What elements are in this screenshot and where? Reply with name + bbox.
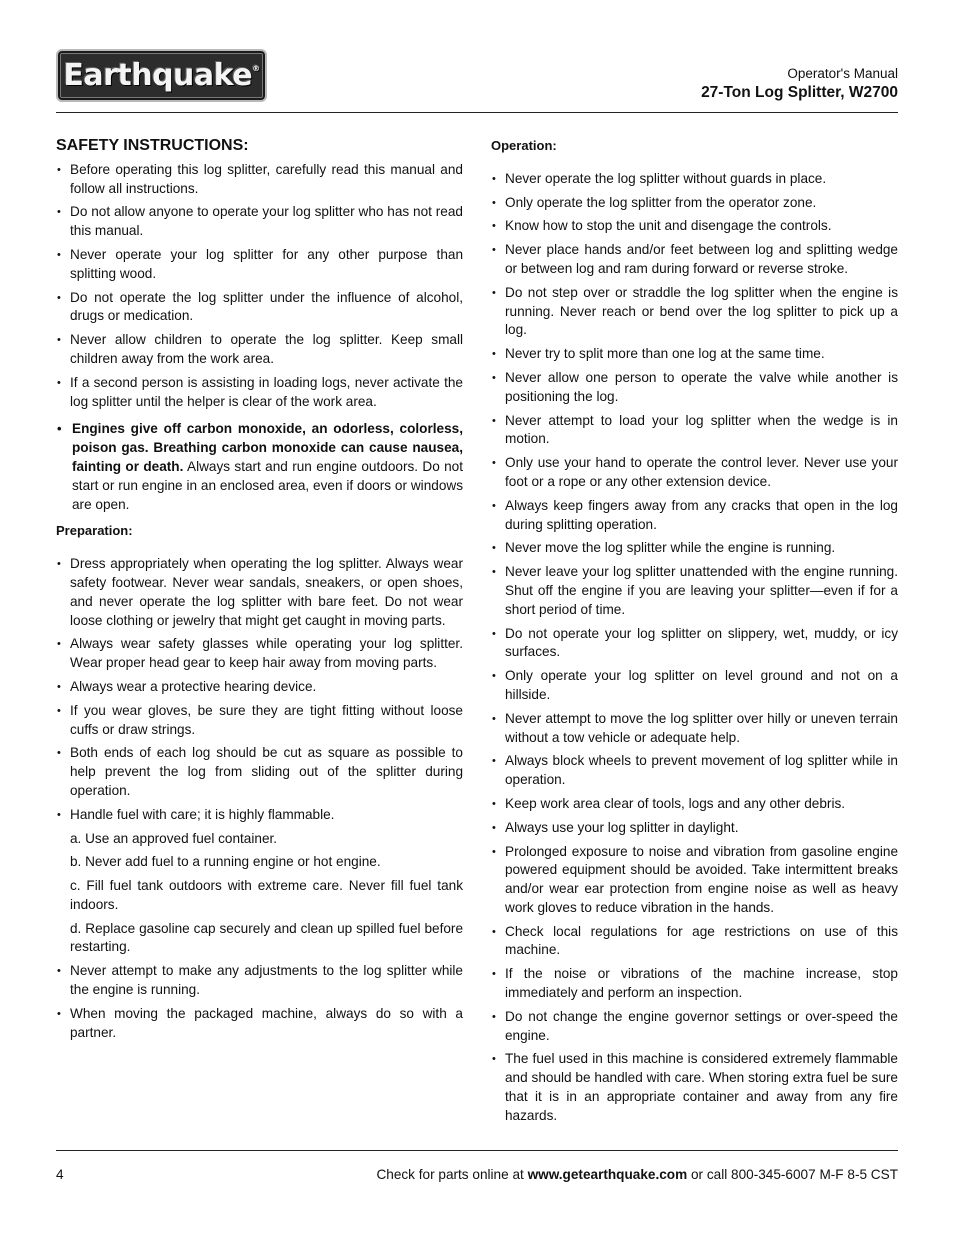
list-item: • Never move the log splitter while the engine is running.	[491, 539, 898, 558]
fuel-subitem: c. Fill fuel tank outdoors with extreme care. Never fill fuel tank indoors.	[70, 878, 463, 912]
footer-contact	[376, 1167, 898, 1182]
list-item: • Dress appropriately when operating the log splitter. Always wear safety footwear. Never wear sandals, sneakers, or open shoes, and never operate the log splitter with bare feet. Do not wear loose clothing or jewelry that might get caught in moving parts.	[56, 555, 463, 630]
list-item: • Handle fuel with care; it is highly flammable.	[56, 806, 463, 825]
list-item: • When moving the packaged machine, always do so with a partner.	[56, 1005, 463, 1043]
list-item: • Always wear safety glasses while operating your log splitter. Wear proper head gear to keep hair away from moving parts.	[56, 635, 463, 673]
list-item: • Check local regulations for age restrictions on use of this machine.	[491, 923, 898, 961]
list-item: • Always use your log splitter in daylight.	[491, 819, 898, 838]
list-item: • Never attempt to move the log splitter over hilly or uneven terrain without a tow vehicle or adequate help.	[491, 710, 898, 748]
website-link[interactable]: www.getearthquake.com	[527, 1167, 688, 1182]
list-item: • Never place hands and/or feet between log and splitting wedge or between log and ram during forward or reverse stroke.	[491, 241, 898, 279]
left-column	[56, 137, 463, 1047]
list-item: • Prolonged exposure to noise and vibration from gasoline engine powered equipment should be avoided. Take intermittent breaks and/or wear ear protection from engine noise as well as heavy work gloves to reduce vibration in the hands.	[491, 843, 898, 918]
preparation-list	[56, 555, 463, 824]
list-item: • Never attempt to load your log splitter when the wedge is in motion.	[491, 412, 898, 450]
list-item: • Keep work area clear of tools, logs and any other debris.	[491, 795, 898, 814]
list-item: • Only operate your log splitter on level ground and not on a hillside.	[491, 667, 898, 705]
logo-text: Earthquake	[63, 58, 253, 93]
list-item: • If you wear gloves, be sure they are tight fitting without loose cuffs or draw strings.	[56, 702, 463, 740]
list-item: • The fuel used in this machine is considered extremely flammable and should be handled with care. When storing extra fuel be sure that it is in an appropriate container and away from any fire hazards.	[491, 1050, 898, 1125]
list-item: • Do not step over or straddle the log splitter when the engine is running. Never reach or bend over the log splitter to pick up a log.	[491, 284, 898, 340]
preparation-list-continued	[56, 962, 463, 1042]
header-divider	[56, 112, 898, 113]
operation-title: Operation:	[491, 138, 557, 153]
list-item: • Do not operate your log splitter on slippery, wet, muddy, or icy surfaces.	[491, 625, 898, 663]
list-item: • Know how to stop the unit and disengage the controls.	[491, 217, 898, 236]
manual-title: 27-Ton Log Splitter, W2700	[701, 84, 898, 101]
list-item: • Never attempt to make any adjustments to the log splitter while the engine is running.	[56, 962, 463, 1000]
footer-text: Check for parts online at	[376, 1167, 528, 1182]
safety-list	[56, 161, 463, 515]
list-item: • Always keep fingers away from any cracks that open in the log during splitting operation.	[491, 497, 898, 535]
manual-subtitle: Operator's Manual	[787, 66, 898, 81]
footer-divider	[56, 1150, 898, 1151]
list-item: • Always block wheels to prevent movement of log splitter while in operation.	[491, 752, 898, 790]
operation-list	[491, 170, 898, 1126]
fuel-subitem: a. Use an approved fuel container.	[70, 830, 278, 846]
list-item: • Never operate the log splitter without guards in place.	[491, 170, 898, 189]
preparation-title: Preparation:	[56, 523, 133, 539]
footer-phone-text: or call 800-345-6007 M-F 8-5 CST	[687, 1167, 898, 1182]
list-item: • If the noise or vibrations of the machine increase, stop immediately and perform an inspection.	[491, 965, 898, 1003]
list-item: • Never allow one person to operate the valve while another is positioning the log.	[491, 369, 898, 407]
carbon-monoxide-warning	[56, 420, 463, 514]
safety-title: SAFETY INSTRUCTIONS:	[56, 137, 249, 154]
page-number: 4	[56, 1167, 64, 1182]
list-item: • Only operate the log splitter from the operator zone.	[491, 194, 898, 213]
earthquake-logo: Earthquake®	[56, 49, 267, 102]
right-column	[491, 137, 898, 1131]
list-item: • Do not allow anyone to operate your log splitter who has not read this manual.	[56, 203, 463, 241]
list-item: • Always wear a protective hearing device.	[56, 678, 463, 697]
list-item: • Before operating this log splitter, carefully read this manual and follow all instructions.	[56, 161, 463, 199]
fuel-subitem: d. Replace gasoline cap securely and clean up spilled fuel before restarting.	[70, 920, 463, 955]
warning-bold-text: Engines give off carbon monoxide, an odorless, colorless, poison gas. Breathing carbon monoxide can cause nausea, fainting or death.	[72, 421, 463, 474]
list-item: • Never operate your log splitter for any other purpose than splitting wood.	[56, 246, 463, 284]
fuel-subitem: b. Never add fuel to a running engine or hot engine.	[70, 854, 381, 870]
list-item: • Only use your hand to operate the control lever. Never use your foot or a rope or any other extension device.	[491, 454, 898, 492]
list-item: • Never allow children to operate the log splitter. Keep small children away from the work area.	[56, 331, 463, 369]
list-item: • Never try to split more than one log at the same time.	[491, 345, 898, 364]
list-item: • Both ends of each log should be cut as square as possible to help prevent the log from sliding out of the splitter during operation.	[56, 744, 463, 800]
list-item: • If a second person is assisting in loading logs, never activate the log splitter until the helper is clear of the work area.	[56, 374, 463, 412]
list-item: • Never leave your log splitter unattended with the engine running. Shut off the engine if you are leaving your splitter—even if for a short period of time.	[491, 563, 898, 619]
list-item: • Do not change the engine governor settings or over-speed the engine.	[491, 1008, 898, 1046]
list-item: • Do not operate the log splitter under the influence of alcohol, drugs or medication.	[56, 289, 463, 327]
warning-text: Always start and run engine outdoors. Do not start or run engine in an enclosed area, even if doors or windows are open.	[72, 458, 464, 512]
